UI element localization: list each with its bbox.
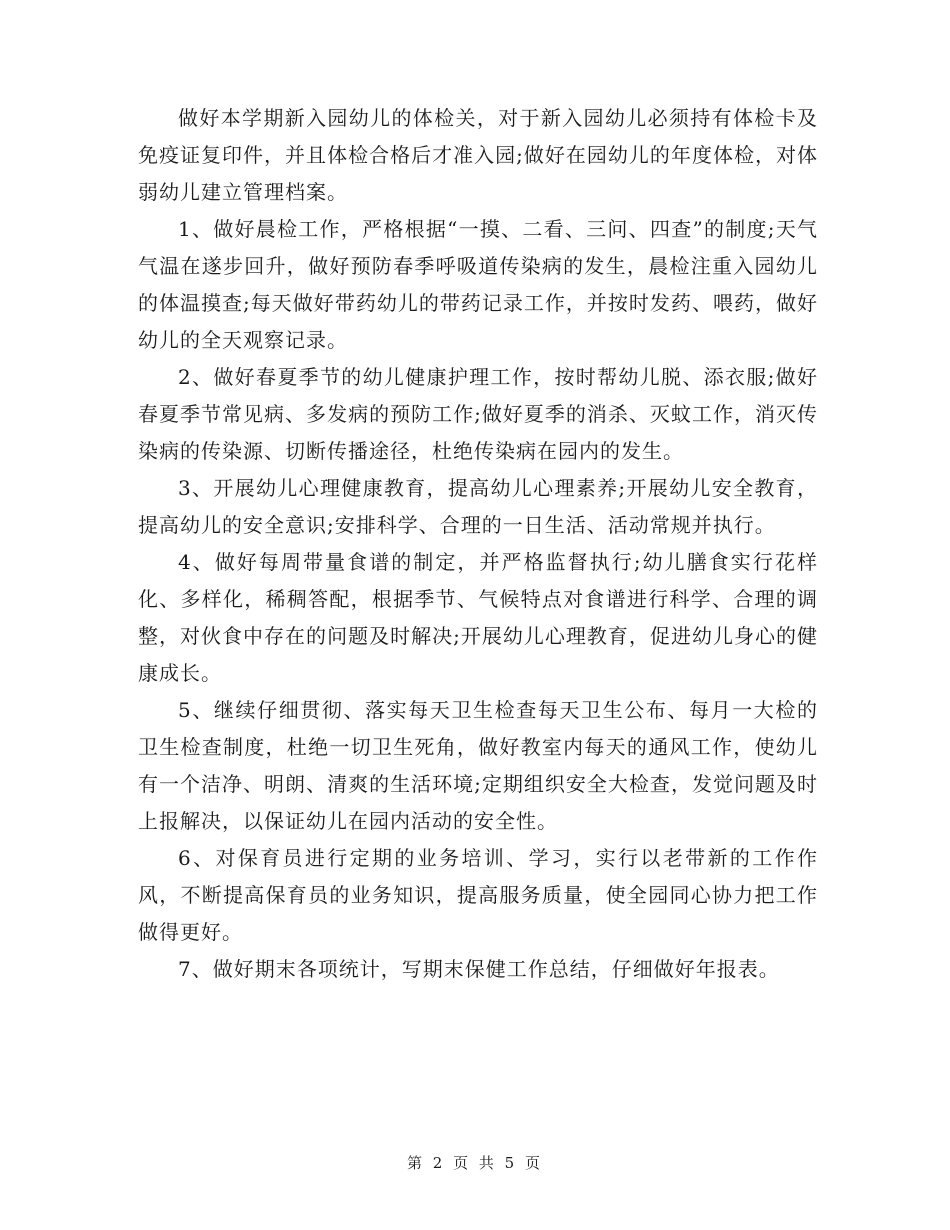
paragraph-item-3: 3、开展幼儿心理健康教育，提高幼儿心理素养;开展幼儿安全教育，提高幼儿的安全意识;安排科学、合理的一日生活、活动常规并执行。 [138,476,818,537]
page-number-footer: 第 2 页 共 5 页 [407,1154,543,1172]
paragraph-item-4: 4、做好每周带量食谱的制定，并严格监督执行;幼儿膳食实行花样化、多样化，稀稠答配，根据季节、气候特点对食谱进行科学、合理的调整，对伙食中存在的问题及时解决;开展幼儿心理教育，促进幼儿身心的健康成长。 [138,550,818,685]
paragraph-item-6: 6、对保育员进行定期的业务培训、学习，实行以老带新的工作作风，不断提高保育员的业务知识，提高服务质量，使全园同心协力把工作做得更好。 [138,846,818,944]
paragraph-item-2: 2、做好春夏季节的幼儿健康护理工作，按时帮幼儿脱、添衣服;做好春夏季节常见病、多发病的预防工作;做好夏季的消杀、灭蚊工作，消灭传染病的传染源、切断传播途径，杜绝传染病在园内的发生。 [138,365,818,463]
paragraph-item-5: 5、继续仔细贯彻、落实每天卫生检查每天卫生公布、每月一大检的卫生检查制度，杜绝一切卫生死角，做好教室内每天的通风工作，使幼儿有一个洁净、明朗、清爽的生活环境;定期组织安全大检查，发觉问题及时上报解决，以保证幼儿在园内活动的安全性。 [138,698,818,833]
document-body [138,100,818,988]
paragraph-intro: 做好本学期新入园幼儿的体检关，对于新入园幼儿必须持有体检卡及免疫证复印件，并且体检合格后才准入园;做好在园幼儿的年度体检，对体弱幼儿建立管理档案。 [138,106,818,204]
paragraph-item-1: 1、做好晨检工作，严格根据“一摸、二看、三问、四查”的制度;天气气温在遂步回升，做好预防春季呼吸道传染病的发生，晨检注重入园幼儿的体温摸查;每天做好带药幼儿的带药记录工作，并按时发药、喂药，做好幼儿的全天观察记录。 [138,217,818,352]
paragraph-item-7: 7、做好期末各项统计，写期末保健工作总结，仔细做好年报表。 [178,957,780,981]
